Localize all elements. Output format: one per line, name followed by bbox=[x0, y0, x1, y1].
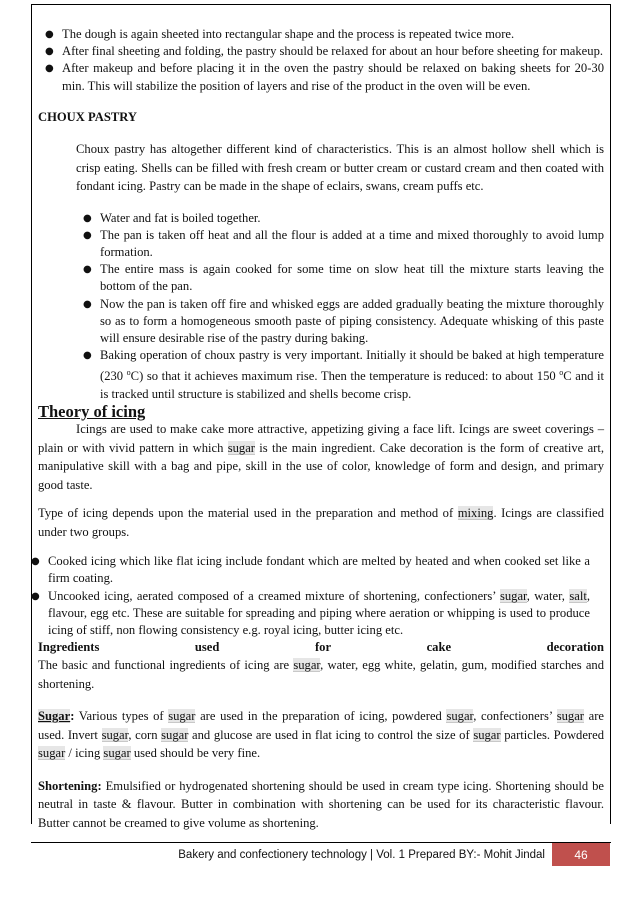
bullet-icon: ● bbox=[83, 229, 92, 241]
choux-section bbox=[76, 140, 604, 403]
bullet-icon: ● bbox=[83, 350, 92, 362]
icing-types bbox=[24, 553, 590, 639]
bullet-icon: ● bbox=[31, 590, 40, 602]
highlighted-term: sugar bbox=[446, 709, 474, 724]
bullet-icon: ● bbox=[45, 29, 54, 40]
list-item: ● Uncooked icing, aerated composed of a creamed mixture of shortening, confectioners’ sugar, water, salt, flavour, egg etc. These are suitable for spreading and piping where aeration or whipping is used to produce icing of stiff, non flowing consistency e.g. royal icing, butter icing etc. bbox=[31, 588, 590, 637]
sugar-label: Sugar bbox=[38, 709, 71, 724]
highlighted-term: sugar bbox=[38, 746, 66, 761]
highlighted-term: sugar bbox=[103, 746, 131, 761]
puff-pastry-bullets bbox=[38, 26, 604, 95]
highlighted-term: sugar bbox=[499, 588, 527, 603]
bullet-icon: ● bbox=[83, 212, 92, 224]
footer-text: Bakery and confectionery technology | Vol. 1 Prepared BY:- Mohit Jindal bbox=[178, 849, 545, 861]
icing-paragraph-2: Type of icing depends upon the material used in the preparation and method of mixing. Icings are classified under two groups. bbox=[38, 506, 604, 539]
bullet-icon: ● bbox=[83, 264, 92, 276]
choux-intro: Choux pastry has altogether different kind of characteristics. This is an almost hollow shell which is crisp eating. Shells can be filled with fresh cream or butter cream or custard cream and then coated with fondant icing. Pastry can be made in the shape of eclairs, swans, cream puffs etc. bbox=[76, 142, 604, 194]
bullet-icon: ● bbox=[31, 556, 40, 568]
highlighted-term: sugar bbox=[293, 658, 321, 673]
list-item: ● Cooked icing which like flat icing include fondant which are melted by heated and when cooked set like a firm coating. bbox=[31, 554, 590, 586]
highlighted-term: sugar bbox=[101, 727, 129, 742]
ingredients-paragraph: The basic and functional ingredients of icing are sugar, water, egg white, gelatin, gum, modified starches and shortening. bbox=[38, 658, 604, 691]
bullet-icon: ● bbox=[45, 46, 54, 58]
shortening-paragraph: Shortening: Emulsified or hydrogenated shortening should be used in cream type icing. Shortening should be neutral in taste & flavour. Butter in combination with shortening can be used for its characteristic flavour. Butter cannot be creamed to give volume as shortening. bbox=[38, 778, 604, 830]
bullet-icon: ● bbox=[45, 63, 54, 75]
page-number-badge: 46 bbox=[552, 843, 610, 866]
shortening-label: Shortening: bbox=[38, 778, 102, 793]
bullet-icon: ● bbox=[83, 298, 92, 310]
highlighted-term: mixing bbox=[457, 506, 494, 521]
document-body bbox=[31, 26, 605, 832]
list-item: ● The pan is taken off heat and all the flour is added at a time and mixed thoroughly to avoid lump formation. bbox=[83, 227, 604, 259]
ingredients-heading: Ingredients used for cake decoration bbox=[38, 640, 604, 655]
highlighted-term: sugar bbox=[168, 709, 196, 724]
choux-heading: CHOUX PASTRY bbox=[38, 109, 138, 124]
highlighted-term: sugar bbox=[556, 709, 584, 724]
choux-steps bbox=[76, 210, 604, 403]
list-item: ● After makeup and before placing it in the oven the pastry should be relaxed on baking sheets for 20-30 min. This will stabilize the position of layers and rise of the product in the oven will be even. bbox=[45, 61, 604, 93]
list-item: ● After final sheeting and folding, the pastry should be relaxed for about an hour before sheeting for makeup. bbox=[38, 43, 604, 60]
highlighted-term: sugar bbox=[161, 727, 189, 742]
list-item: ● The dough is again sheeted into rectangular shape and the process is repeated twice more. bbox=[38, 26, 604, 43]
highlighted-term: sugar bbox=[473, 727, 501, 742]
icing-heading: Theory of icing bbox=[38, 401, 146, 421]
list-item: ● The entire mass is again cooked for some time on slow heat till the mixture starts leaving the bottom of the pan. bbox=[83, 262, 604, 294]
list-item: ● Baking operation of choux pastry is very important. Initially it should be baked at high temperature (230 $^o$C) so that it achieves maximum rise. Then the temperature is reduced: to about 150 $^o$C and it is tracked until structure is stabilized and shells become crisp. bbox=[83, 348, 605, 401]
sugar-paragraph: Sugar: Various types of sugar are used in the preparation of icing, powdered sugar, confectioners’ sugar are used. Invert sugar, corn sugar and glucose are used in flat icing to control the size of sugar particles. Powdered sugar / icing sugar used should be very fine. bbox=[38, 709, 605, 761]
icing-paragraph-1: Icings are used to make cake more attractive, appetizing giving a face lift. Icings are sweet coverings – plain or with vivid pattern in which sugar is the main ingredient. Cake decoration is the form of creative art, manipulative skill with a bag and pipe, skill in the use of color, knowledge of form and design, and primary good taste. bbox=[38, 422, 605, 492]
highlighted-term: sugar bbox=[227, 440, 255, 455]
list-item: ● Water and fat is boiled together. bbox=[76, 210, 604, 227]
footer-divider bbox=[31, 842, 611, 843]
list-item: ● Now the pan is taken off fire and whisked eggs are added gradually beating the mixture thoroughly so as to form a homogeneous smooth paste of piping consistency. Adequate whisking of this paste will ensure desirable rise of the pastry during baking. bbox=[83, 296, 604, 345]
highlighted-term: salt bbox=[569, 588, 587, 603]
